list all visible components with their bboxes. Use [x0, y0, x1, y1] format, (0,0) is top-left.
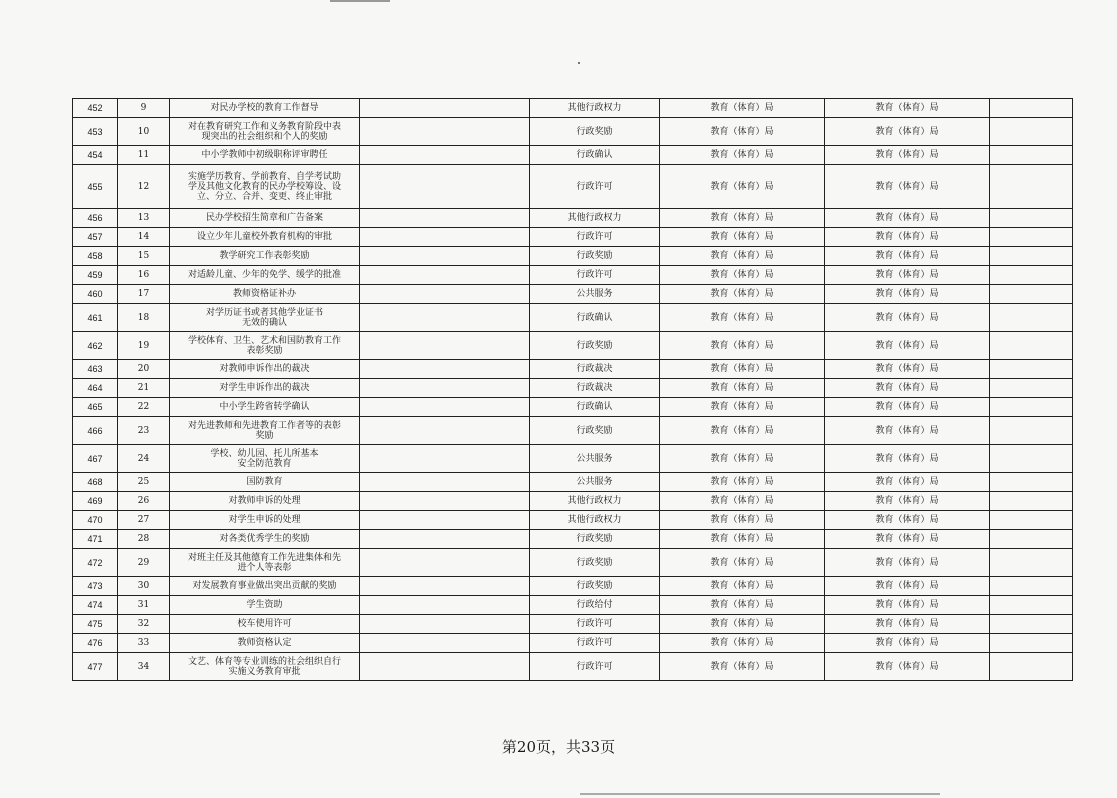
blank-cell — [360, 209, 530, 228]
power-type-cell: 公共服务 — [530, 473, 660, 492]
table-row — [73, 332, 1073, 360]
table-row — [73, 266, 1073, 285]
table-row — [73, 360, 1073, 379]
power-type-cell: 行政许可 — [530, 634, 660, 653]
responsible-dept-cell: 教育（体育）局 — [825, 577, 990, 596]
blank-cell — [360, 228, 530, 247]
implementing-dept-cell: 教育（体育）局 — [660, 549, 825, 577]
sub-number-cell: 24 — [118, 445, 170, 473]
blank-cell — [360, 266, 530, 285]
responsible-dept-cell: 教育（体育）局 — [825, 473, 990, 492]
seq-number-cell: 454 — [73, 146, 118, 165]
blank-cell — [360, 653, 530, 681]
remarks-cell — [990, 577, 1073, 596]
table-row — [73, 653, 1073, 681]
seq-number-cell: 462 — [73, 332, 118, 360]
power-type-cell: 行政确认 — [530, 398, 660, 417]
table-row — [73, 165, 1073, 209]
responsible-dept-cell: 教育（体育）局 — [825, 285, 990, 304]
blank-cell — [360, 247, 530, 266]
power-type-cell: 行政许可 — [530, 653, 660, 681]
seq-number-cell: 471 — [73, 530, 118, 549]
sub-number-cell: 9 — [118, 99, 170, 118]
seq-number-cell: 464 — [73, 379, 118, 398]
responsible-dept-cell: 教育（体育）局 — [825, 511, 990, 530]
item-name-cell: 中小学教师中初级职称评审聘任 — [170, 146, 360, 165]
remarks-cell — [990, 146, 1073, 165]
table-row — [73, 304, 1073, 332]
table-row — [73, 634, 1073, 653]
responsible-dept-cell: 教育（体育）局 — [825, 530, 990, 549]
implementing-dept-cell: 教育（体育）局 — [660, 247, 825, 266]
item-name-cell: 国防教育 — [170, 473, 360, 492]
implementing-dept-cell: 教育（体育）局 — [660, 304, 825, 332]
remarks-cell — [990, 209, 1073, 228]
sub-number-cell: 28 — [118, 530, 170, 549]
table-row — [73, 379, 1073, 398]
power-type-cell: 行政许可 — [530, 615, 660, 634]
seq-number-cell: 476 — [73, 634, 118, 653]
sub-number-cell: 12 — [118, 165, 170, 209]
table-body — [73, 99, 1073, 681]
seq-number-cell: 474 — [73, 596, 118, 615]
implementing-dept-cell: 教育（体育）局 — [660, 596, 825, 615]
blank-cell — [360, 165, 530, 209]
responsible-dept-cell: 教育（体育）局 — [825, 398, 990, 417]
item-name-cell: 对各类优秀学生的奖励 — [170, 530, 360, 549]
power-type-cell: 行政奖励 — [530, 118, 660, 146]
table-row — [73, 285, 1073, 304]
implementing-dept-cell: 教育（体育）局 — [660, 445, 825, 473]
sub-number-cell: 23 — [118, 417, 170, 445]
seq-number-cell: 458 — [73, 247, 118, 266]
blank-cell — [360, 634, 530, 653]
table-row — [73, 417, 1073, 445]
implementing-dept-cell: 教育（体育）局 — [660, 530, 825, 549]
item-name-cell: 对教师申诉作出的裁决 — [170, 360, 360, 379]
remarks-cell — [990, 511, 1073, 530]
sub-number-cell: 17 — [118, 285, 170, 304]
implementing-dept-cell: 教育（体育）局 — [660, 398, 825, 417]
implementing-dept-cell: 教育（体育）局 — [660, 653, 825, 681]
sub-number-cell: 32 — [118, 615, 170, 634]
remarks-cell — [990, 247, 1073, 266]
blank-cell — [360, 360, 530, 379]
power-type-cell: 行政裁决 — [530, 379, 660, 398]
remarks-cell — [990, 266, 1073, 285]
implementing-dept-cell: 教育（体育）局 — [660, 577, 825, 596]
responsible-dept-cell: 教育（体育）局 — [825, 549, 990, 577]
responsible-dept-cell: 教育（体育）局 — [825, 209, 990, 228]
implementing-dept-cell: 教育（体育）局 — [660, 146, 825, 165]
item-name-cell: 对学生申诉作出的裁决 — [170, 379, 360, 398]
table-row — [73, 99, 1073, 118]
sub-number-cell: 10 — [118, 118, 170, 146]
power-type-cell: 其他行政权力 — [530, 492, 660, 511]
sub-number-cell: 18 — [118, 304, 170, 332]
remarks-cell — [990, 165, 1073, 209]
implementing-dept-cell: 教育（体育）局 — [660, 228, 825, 247]
responsible-dept-cell: 教育（体育）局 — [825, 146, 990, 165]
blank-cell — [360, 577, 530, 596]
responsible-dept-cell: 教育（体育）局 — [825, 634, 990, 653]
blank-cell — [360, 530, 530, 549]
responsible-dept-cell: 教育（体育）局 — [825, 228, 990, 247]
power-type-cell: 行政许可 — [530, 165, 660, 209]
responsible-dept-cell: 教育（体育）局 — [825, 445, 990, 473]
power-type-cell: 公共服务 — [530, 285, 660, 304]
power-type-cell: 其他行政权力 — [530, 511, 660, 530]
seq-number-cell: 461 — [73, 304, 118, 332]
item-name-cell: 学校体育、卫生、艺术和国防教育工作 表彰奖励 — [170, 332, 360, 360]
scan-speck — [578, 62, 580, 64]
table-row — [73, 209, 1073, 228]
power-type-cell: 行政确认 — [530, 304, 660, 332]
table-row — [73, 549, 1073, 577]
power-type-cell: 其他行政权力 — [530, 209, 660, 228]
implementing-dept-cell: 教育（体育）局 — [660, 511, 825, 530]
sub-number-cell: 29 — [118, 549, 170, 577]
item-name-cell: 实施学历教育、学前教育、自学考试助 学及其他文化教育的民办学校筹设、设 立、分立、合并、变更、终止审批 — [170, 165, 360, 209]
seq-number-cell: 463 — [73, 360, 118, 379]
implementing-dept-cell: 教育（体育）局 — [660, 118, 825, 146]
implementing-dept-cell: 教育（体育）局 — [660, 332, 825, 360]
sub-number-cell: 25 — [118, 473, 170, 492]
table-row — [73, 118, 1073, 146]
power-type-cell: 行政奖励 — [530, 332, 660, 360]
table-row — [73, 473, 1073, 492]
responsible-dept-cell: 教育（体育）局 — [825, 379, 990, 398]
responsible-dept-cell: 教育（体育）局 — [825, 417, 990, 445]
responsible-dept-cell: 教育（体育）局 — [825, 653, 990, 681]
implementing-dept-cell: 教育（体育）局 — [660, 266, 825, 285]
blank-cell — [360, 379, 530, 398]
remarks-cell — [990, 492, 1073, 511]
responsible-dept-cell: 教育（体育）局 — [825, 304, 990, 332]
responsible-dept-cell: 教育（体育）局 — [825, 615, 990, 634]
implementing-dept-cell: 教育（体育）局 — [660, 99, 825, 118]
seq-number-cell: 467 — [73, 445, 118, 473]
page-number: 第20页，共33页 — [501, 738, 616, 756]
table-row — [73, 492, 1073, 511]
power-type-cell: 行政奖励 — [530, 577, 660, 596]
implementing-dept-cell: 教育（体育）局 — [660, 492, 825, 511]
remarks-cell — [990, 634, 1073, 653]
remarks-cell — [990, 615, 1073, 634]
blank-cell — [360, 596, 530, 615]
sub-number-cell: 27 — [118, 511, 170, 530]
sub-number-cell: 30 — [118, 577, 170, 596]
seq-number-cell: 452 — [73, 99, 118, 118]
scan-edge-top — [330, 0, 390, 2]
remarks-cell — [990, 304, 1073, 332]
power-type-cell: 行政奖励 — [530, 417, 660, 445]
table-row — [73, 228, 1073, 247]
blank-cell — [360, 332, 530, 360]
item-name-cell: 中小学生跨省转学确认 — [170, 398, 360, 417]
blank-cell — [360, 285, 530, 304]
sub-number-cell: 13 — [118, 209, 170, 228]
remarks-cell — [990, 473, 1073, 492]
blank-cell — [360, 118, 530, 146]
item-name-cell: 学校、幼儿园、托儿所基本 安全防范教育 — [170, 445, 360, 473]
blank-cell — [360, 492, 530, 511]
power-type-cell: 行政奖励 — [530, 549, 660, 577]
responsible-dept-cell: 教育（体育）局 — [825, 165, 990, 209]
responsible-dept-cell: 教育（体育）局 — [825, 492, 990, 511]
table-row — [73, 615, 1073, 634]
seq-number-cell: 457 — [73, 228, 118, 247]
item-name-cell: 对学历证书或者其他学业证书 无效的确认 — [170, 304, 360, 332]
table-row — [73, 596, 1073, 615]
seq-number-cell: 466 — [73, 417, 118, 445]
item-name-cell: 校车使用许可 — [170, 615, 360, 634]
sub-number-cell: 22 — [118, 398, 170, 417]
blank-cell — [360, 398, 530, 417]
implementing-dept-cell: 教育（体育）局 — [660, 615, 825, 634]
power-type-cell: 公共服务 — [530, 445, 660, 473]
sub-number-cell: 34 — [118, 653, 170, 681]
responsible-dept-cell: 教育（体育）局 — [825, 332, 990, 360]
seq-number-cell: 472 — [73, 549, 118, 577]
implementing-dept-cell: 教育（体育）局 — [660, 165, 825, 209]
item-name-cell: 文艺、体育等专业训练的社会组织自行 实施义务教育审批 — [170, 653, 360, 681]
remarks-cell — [990, 653, 1073, 681]
implementing-dept-cell: 教育（体育）局 — [660, 473, 825, 492]
seq-number-cell: 456 — [73, 209, 118, 228]
item-name-cell: 民办学校招生简章和广告备案 — [170, 209, 360, 228]
sub-number-cell: 16 — [118, 266, 170, 285]
scan-edge-bottom — [580, 793, 940, 795]
seq-number-cell: 460 — [73, 285, 118, 304]
responsible-dept-cell: 教育（体育）局 — [825, 266, 990, 285]
responsible-dept-cell: 教育（体育）局 — [825, 99, 990, 118]
item-name-cell: 对先进教师和先进教育工作者等的表彰 奖励 — [170, 417, 360, 445]
implementing-dept-cell: 教育（体育）局 — [660, 417, 825, 445]
seq-number-cell: 470 — [73, 511, 118, 530]
seq-number-cell: 455 — [73, 165, 118, 209]
table-row — [73, 398, 1073, 417]
remarks-cell — [990, 228, 1073, 247]
remarks-cell — [990, 360, 1073, 379]
responsible-dept-cell: 教育（体育）局 — [825, 118, 990, 146]
item-name-cell: 对教师申诉的处理 — [170, 492, 360, 511]
power-type-cell: 行政确认 — [530, 146, 660, 165]
item-name-cell: 教师资格证补办 — [170, 285, 360, 304]
remarks-cell — [990, 99, 1073, 118]
blank-cell — [360, 99, 530, 118]
item-name-cell: 设立少年儿童校外教育机构的审批 — [170, 228, 360, 247]
responsible-dept-cell: 教育（体育）局 — [825, 360, 990, 379]
remarks-cell — [990, 445, 1073, 473]
item-name-cell: 对发展教育事业做出突出贡献的奖励 — [170, 577, 360, 596]
seq-number-cell: 475 — [73, 615, 118, 634]
power-type-cell: 行政裁决 — [530, 360, 660, 379]
sub-number-cell: 31 — [118, 596, 170, 615]
remarks-cell — [990, 118, 1073, 146]
seq-number-cell: 473 — [73, 577, 118, 596]
blank-cell — [360, 146, 530, 165]
power-type-cell: 行政许可 — [530, 228, 660, 247]
table-row — [73, 530, 1073, 549]
blank-cell — [360, 304, 530, 332]
blank-cell — [360, 417, 530, 445]
remarks-cell — [990, 417, 1073, 445]
item-name-cell: 对学生申诉的处理 — [170, 511, 360, 530]
power-type-cell: 其他行政权力 — [530, 99, 660, 118]
item-name-cell: 对适龄儿童、少年的免学、缓学的批准 — [170, 266, 360, 285]
item-name-cell: 学生资助 — [170, 596, 360, 615]
remarks-cell — [990, 530, 1073, 549]
sub-number-cell: 14 — [118, 228, 170, 247]
seq-number-cell: 459 — [73, 266, 118, 285]
implementing-dept-cell: 教育（体育）局 — [660, 285, 825, 304]
sub-number-cell: 26 — [118, 492, 170, 511]
seq-number-cell: 465 — [73, 398, 118, 417]
blank-cell — [360, 549, 530, 577]
remarks-cell — [990, 379, 1073, 398]
item-name-cell: 对民办学校的教育工作督导 — [170, 99, 360, 118]
power-type-cell: 行政许可 — [530, 266, 660, 285]
power-type-cell: 行政奖励 — [530, 247, 660, 266]
responsible-dept-cell: 教育（体育）局 — [825, 596, 990, 615]
power-list-table — [72, 98, 1073, 681]
implementing-dept-cell: 教育（体育）局 — [660, 379, 825, 398]
seq-number-cell: 469 — [73, 492, 118, 511]
blank-cell — [360, 511, 530, 530]
implementing-dept-cell: 教育（体育）局 — [660, 209, 825, 228]
table-row — [73, 577, 1073, 596]
item-name-cell: 对班主任及其他德育工作先进集体和先 进个人等表彰 — [170, 549, 360, 577]
implementing-dept-cell: 教育（体育）局 — [660, 634, 825, 653]
sub-number-cell: 21 — [118, 379, 170, 398]
sub-number-cell: 15 — [118, 247, 170, 266]
sub-number-cell: 33 — [118, 634, 170, 653]
table-row — [73, 247, 1073, 266]
remarks-cell — [990, 549, 1073, 577]
seq-number-cell: 453 — [73, 118, 118, 146]
seq-number-cell: 468 — [73, 473, 118, 492]
item-name-cell: 对在教育研究工作和义务教育阶段中表 现突出的社会组织和个人的奖励 — [170, 118, 360, 146]
item-name-cell: 教学研究工作表彰奖励 — [170, 247, 360, 266]
remarks-cell — [990, 285, 1073, 304]
implementing-dept-cell: 教育（体育）局 — [660, 360, 825, 379]
blank-cell — [360, 445, 530, 473]
sub-number-cell: 19 — [118, 332, 170, 360]
table-row — [73, 445, 1073, 473]
responsible-dept-cell: 教育（体育）局 — [825, 247, 990, 266]
remarks-cell — [990, 596, 1073, 615]
power-type-cell: 行政给付 — [530, 596, 660, 615]
power-type-cell: 行政奖励 — [530, 530, 660, 549]
remarks-cell — [990, 398, 1073, 417]
seq-number-cell: 477 — [73, 653, 118, 681]
sub-number-cell: 20 — [118, 360, 170, 379]
blank-cell — [360, 473, 530, 492]
remarks-cell — [990, 332, 1073, 360]
blank-cell — [360, 615, 530, 634]
sub-number-cell: 11 — [118, 146, 170, 165]
item-name-cell: 教师资格认定 — [170, 634, 360, 653]
table-row — [73, 146, 1073, 165]
table-row — [73, 511, 1073, 530]
